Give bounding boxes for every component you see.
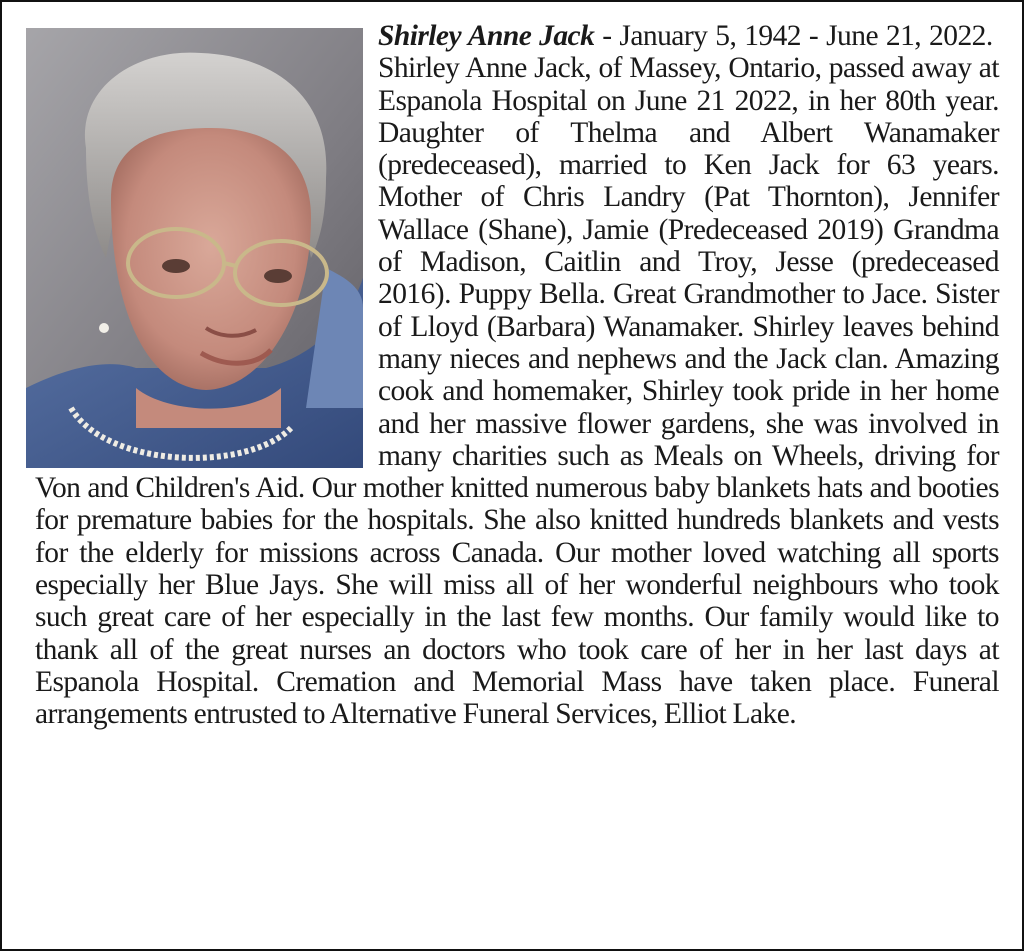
photo-wrap-space bbox=[35, 20, 378, 472]
obituary-body: Shirley Anne Jack, of Massey, Ontario, passed away at Espanola Hospital on June 21 2022, in her 80th year. Daughter of Thelma and Albert Wanamaker (predeceased), married to Ken Jack for 63 years. Mother of Chris Landry (Pat Thornton), Jennifer Wallace (Shane), Jamie (Predeceased 2019) Grandma of Madison, Caitlin and Troy, Jesse (predeceased 2016). Puppy Bella. Great Grandmother to Jace. Sister of Lloyd (Barbara) Wanamaker. Shirley leaves behind many nieces and nephews and the Jack clan. Amazing cook and homemaker, Shirley took pride in her home and her massive flower gardens, she was involved in many charities such as Meals on Wheels, driving for Von and Children's Aid. Our mother knitted numerous baby blankets hats and booties for premature babies for the hospitals. She also knitted hundreds blankets and vests for the elderly for missions across Canada. Our mother loved watching all sports especially her Blue Jays. She will miss all of her wonderful neighbours who took such great care of her especially in the last few months. Our family would like to thank all of the great nurses an doctors who took care of her in her last days at Espanola Hospital. Cremation and Memorial Mass have taken place. Funeral arrangements entrusted to Alternative Funeral Services, Elliot Lake. bbox=[35, 52, 999, 731]
obituary-text bbox=[35, 20, 999, 731]
deceased-name: Shirley Anne Jack bbox=[378, 20, 595, 52]
life-dates: - January 5, 1942 - June 21, 2022. bbox=[594, 20, 993, 52]
